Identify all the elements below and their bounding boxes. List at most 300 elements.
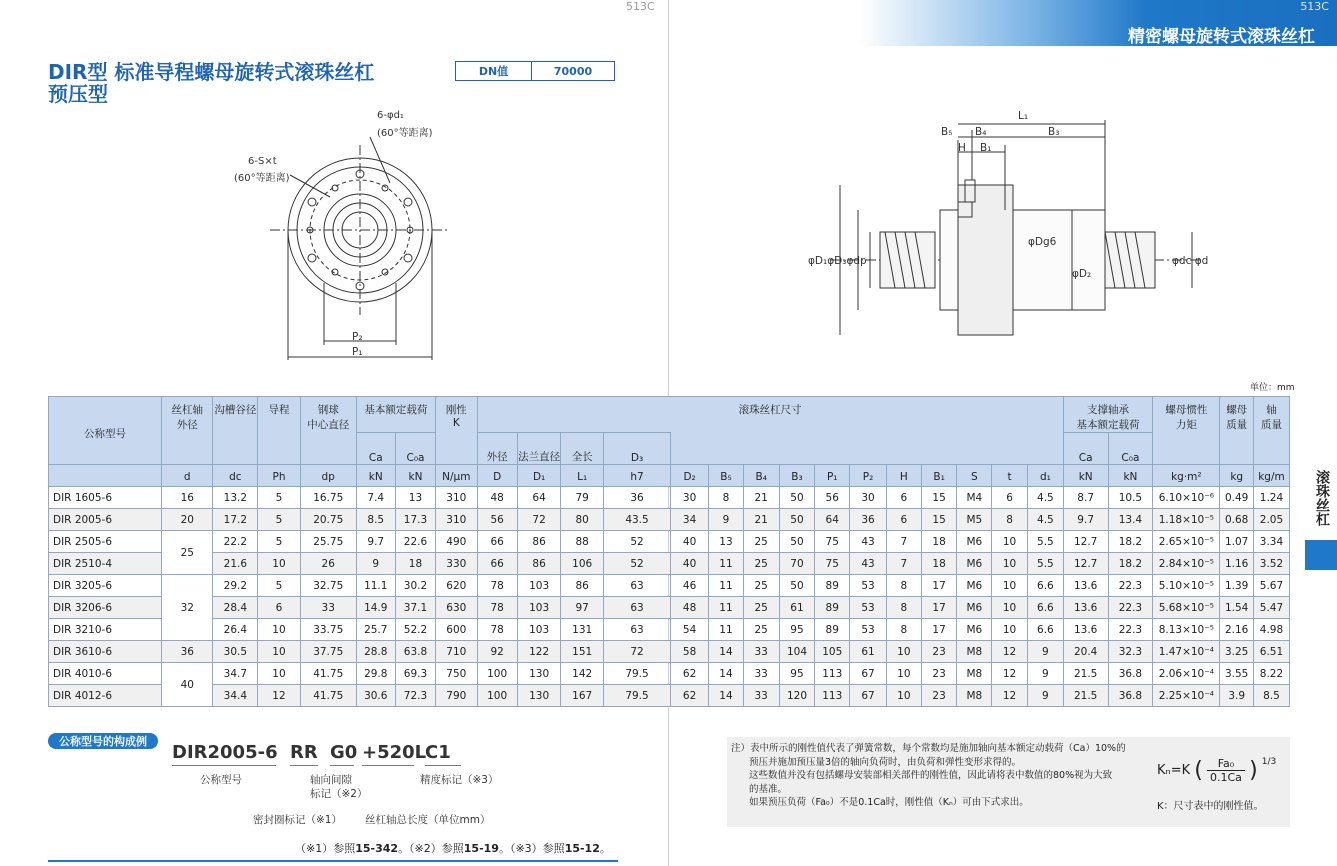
table-cell: 10: [258, 641, 301, 663]
table-cell: M8: [957, 641, 992, 663]
th-dims: 滚珠丝杠尺寸: [477, 397, 1063, 433]
dn-value: 70000: [553, 64, 593, 78]
formula-num: Fa₀: [1207, 757, 1245, 771]
table-cell: 61: [779, 597, 815, 619]
table-cell: 8: [887, 597, 922, 619]
table-cell: 3.34: [1253, 531, 1289, 553]
th-load: 基本额定载荷: [356, 397, 435, 433]
table-cell: 11: [709, 575, 744, 597]
table-cell: 11.1: [356, 575, 395, 597]
note-line: 注）表中所示的刚性值代表了弹簧常数，每个常数均是施加轴向基本额定动载荷（Ca）10%的: [731, 743, 1126, 754]
table-cell: 21.5: [1063, 663, 1108, 685]
table-cell: 6.6: [1027, 597, 1063, 619]
th-unit: kN: [1108, 465, 1153, 487]
table-cell: 105: [815, 641, 850, 663]
table-cell: 4.98: [1253, 619, 1289, 641]
table-cell: 6: [887, 509, 922, 531]
ref1-text: （※1）参照: [295, 842, 356, 855]
table-cell: 310: [436, 487, 477, 509]
table-cell: 28.4: [213, 597, 258, 619]
table-row: [49, 619, 1290, 641]
th-unit: d₁: [1027, 465, 1063, 487]
table-cell: 3.9: [1220, 685, 1254, 707]
table-cell: 10: [887, 685, 922, 707]
table-cell: 66: [477, 531, 517, 553]
table-cell: 106: [561, 553, 604, 575]
table-cell: 22.2: [213, 531, 258, 553]
note-line: 预压并施加预压量3倍的轴向负荷时，由负荷和弹性变形求得的。: [749, 756, 1022, 768]
table-cell: 490: [436, 531, 477, 553]
table-cell: 100: [477, 663, 517, 685]
table-cell: 23: [921, 641, 957, 663]
table-cell: 17: [921, 575, 957, 597]
th-nutmass: 螺母 质量: [1220, 397, 1254, 465]
table-cell: 18.2: [1108, 531, 1153, 553]
label-b1: B₁: [980, 142, 992, 154]
table-cell: 151: [561, 641, 604, 663]
th-flange: 法兰直径: [517, 433, 561, 465]
table-cell: 6: [887, 487, 922, 509]
table-cell: M8: [957, 663, 992, 685]
th-unit: Ph: [258, 465, 301, 487]
table-cell: 2.05: [1253, 509, 1289, 531]
table-cell: 5.10×10⁻⁵: [1153, 575, 1220, 597]
table-cell: 9.7: [356, 531, 395, 553]
th-unit: kN: [395, 465, 435, 487]
table-cell: 7: [887, 531, 922, 553]
table-cell: 78: [477, 575, 517, 597]
label-p2: P₂: [352, 331, 363, 343]
table-cell: 37.75: [300, 641, 356, 663]
table-cell: 63: [603, 597, 670, 619]
table-cell: 0.49: [1220, 487, 1254, 509]
table-cell: 104: [779, 641, 815, 663]
table-cell: M4: [957, 487, 992, 509]
table-cell: 12.7: [1063, 531, 1108, 553]
label-holes-note: (60°等距离): [377, 128, 433, 139]
table-cell: 41.75: [300, 663, 356, 685]
table-row: [49, 487, 1290, 509]
table-row: [49, 531, 1290, 553]
right-page-number: 513C: [1300, 0, 1329, 13]
table-cell: 5: [258, 487, 301, 509]
table-cell: 6.10×10⁻⁶: [1153, 487, 1220, 509]
table-cell: 40: [671, 553, 709, 575]
table-cell: 78: [477, 619, 517, 641]
th-unit: D: [477, 465, 517, 487]
th-unit: h7: [603, 465, 670, 487]
table-cell: 18: [921, 553, 957, 575]
label-tap-note: (60°等距离): [234, 173, 290, 184]
table-cell: 10: [258, 663, 301, 685]
table-cell: 8.5: [356, 509, 395, 531]
label-tap: 6-S×t: [248, 156, 277, 167]
cell-model: DIR 2510-4: [49, 553, 162, 575]
table-cell: 22.3: [1108, 575, 1153, 597]
table-cell: 10: [258, 619, 301, 641]
table-row: [49, 575, 1290, 597]
table-cell: 36: [162, 641, 213, 663]
table-cell: 103: [517, 619, 561, 641]
th-bca: Ca: [1063, 433, 1108, 465]
table-cell: 26.4: [213, 619, 258, 641]
table-cell: 1.39: [1220, 575, 1254, 597]
table-cell: 7: [887, 553, 922, 575]
table-cell: 9: [1027, 685, 1063, 707]
underline-seal: [290, 765, 318, 766]
formula-fraction: [1207, 757, 1245, 784]
ref-end: 。: [599, 842, 611, 855]
table-cell: 10: [887, 641, 922, 663]
table-cell: 10: [887, 663, 922, 685]
table-cell: 9: [1027, 663, 1063, 685]
th-unit: t: [992, 465, 1028, 487]
table-cell: 23: [921, 685, 957, 707]
spec-table-body: [49, 487, 1290, 707]
table-cell: 8: [887, 619, 922, 641]
th-d3: D₃: [603, 433, 670, 465]
table-row: [49, 663, 1290, 685]
table-cell: 10: [992, 553, 1028, 575]
table-row: [49, 641, 1290, 663]
cell-model: DIR 2005-6: [49, 509, 162, 531]
table-cell: 15: [921, 509, 957, 531]
table-cell: 89: [815, 597, 850, 619]
table-cell: 86: [517, 531, 561, 553]
table-cell: 600: [436, 619, 477, 641]
table-cell: 2.06×10⁻⁴: [1153, 663, 1220, 685]
table-cell: 6.51: [1253, 641, 1289, 663]
table-cell: 61: [850, 641, 887, 663]
table-cell: 33: [300, 597, 356, 619]
table-cell: 14: [709, 641, 744, 663]
label-b3: B₃: [1048, 126, 1060, 138]
table-cell: 12: [992, 663, 1028, 685]
table-row: [49, 685, 1290, 707]
table-cell: 43: [850, 553, 887, 575]
footnote-refs: [295, 840, 611, 856]
table-cell: 16.75: [300, 487, 356, 509]
table-cell: 1.18×10⁻⁵: [1153, 509, 1220, 531]
th-len: 全长: [561, 433, 604, 465]
cell-model: DIR 3206-6: [49, 597, 162, 619]
table-cell: 25: [743, 597, 779, 619]
note-line: 这些数值并没有包括螺母安装部相关部件的刚性值，因此请将表中数值的80%视为大致: [749, 770, 1113, 781]
table-cell: 50: [779, 531, 815, 553]
table-cell: M6: [957, 619, 992, 641]
table-cell: 6.6: [1027, 619, 1063, 641]
underline-len: [362, 765, 414, 766]
table-cell: 12: [992, 685, 1028, 707]
table-cell: 30: [850, 487, 887, 509]
table-cell: 14: [709, 685, 744, 707]
table-cell: 2.84×10⁻⁵: [1153, 553, 1220, 575]
ref3-value: 15-12: [564, 842, 600, 855]
table-cell: 750: [436, 663, 477, 685]
th-bc0a: C₀a: [1108, 433, 1153, 465]
lbl-model: 公称型号: [200, 774, 242, 786]
table-cell: 63: [603, 619, 670, 641]
left-page-number: 513C: [626, 0, 655, 13]
bottom-rule: [48, 860, 618, 862]
th-unit: kg: [1220, 465, 1254, 487]
table-cell: 100: [477, 685, 517, 707]
table-cell: 79.5: [603, 663, 670, 685]
table-cell: 67: [850, 685, 887, 707]
table-cell: 13.4: [1108, 509, 1153, 531]
th-unit: L₁: [561, 465, 604, 487]
table-cell: 50: [779, 487, 815, 509]
ref3-text: 。（※3）参照: [498, 842, 565, 855]
unit-row: [49, 465, 1290, 487]
th-c0a: C₀a: [395, 433, 435, 465]
th-unit: D₂: [671, 465, 709, 487]
cell-model: DIR 3205-6: [49, 575, 162, 597]
table-cell: 13.2: [213, 487, 258, 509]
table-cell: 34.7: [213, 663, 258, 685]
table-cell: 5.68×10⁻⁵: [1153, 597, 1220, 619]
table-cell: 17.3: [395, 509, 435, 531]
table-cell: 113: [815, 663, 850, 685]
code-gap: G0: [330, 742, 358, 763]
label-h: H: [958, 142, 966, 154]
table-cell: 8: [992, 509, 1028, 531]
underline-model: [172, 765, 276, 766]
table-cell: 1.47×10⁻⁴: [1153, 641, 1220, 663]
table-cell: 3.55: [1220, 663, 1254, 685]
table-cell: 5: [258, 509, 301, 531]
table-cell: 10: [992, 531, 1028, 553]
page-subtitle: 预压型: [48, 82, 108, 106]
table-cell: 32: [162, 575, 213, 641]
table-cell: 13: [709, 531, 744, 553]
table-cell: 97: [561, 597, 604, 619]
table-cell: 30.5: [213, 641, 258, 663]
table-cell: 17: [921, 619, 957, 641]
table-cell: 9.7: [1063, 509, 1108, 531]
code-model: DIR2005-6: [172, 742, 278, 763]
table-cell: 33: [743, 685, 779, 707]
table-cell: 30.2: [395, 575, 435, 597]
table-cell: 5: [258, 531, 301, 553]
table-cell: 142: [561, 663, 604, 685]
label-l1: L₁: [1018, 110, 1029, 122]
table-cell: 11: [709, 619, 744, 641]
table-cell: 58: [671, 641, 709, 663]
table-cell: 113: [815, 685, 850, 707]
table-cell: 17: [921, 597, 957, 619]
table-cell: 75: [815, 531, 850, 553]
table-cell: 4.5: [1027, 487, 1063, 509]
table-cell: 10: [992, 575, 1028, 597]
th-ball: 钢球 中心直径: [300, 397, 356, 465]
table-cell: 103: [517, 597, 561, 619]
table-cell: 630: [436, 597, 477, 619]
label-p1: P₁: [352, 346, 363, 358]
th-ca: Ca: [356, 433, 395, 465]
th-unit: dp: [300, 465, 356, 487]
table-cell: 29.8: [356, 663, 395, 685]
table-cell: 11: [709, 597, 744, 619]
th-unit: B₃: [779, 465, 815, 487]
table-cell: 50: [779, 575, 815, 597]
page-title: DIR型 标准导程螺母旋转式滚珠丝杠: [48, 60, 375, 84]
table-cell: 790: [436, 685, 477, 707]
table-cell: 120: [779, 685, 815, 707]
table-cell: 54: [671, 619, 709, 641]
table-cell: 25: [743, 619, 779, 641]
table-cell: 7.4: [356, 487, 395, 509]
lbl-gap2: 标记（※2）: [310, 788, 368, 800]
table-cell: 8.13×10⁻⁵: [1153, 619, 1220, 641]
table-cell: 167: [561, 685, 604, 707]
table-cell: 12.7: [1063, 553, 1108, 575]
formula-den: 0.1Ca: [1210, 771, 1242, 784]
table-cell: 52: [603, 553, 670, 575]
lbl-seal: 密封圈标记（※1）: [253, 814, 342, 826]
table-cell: 5.5: [1027, 531, 1063, 553]
table-cell: 33: [743, 663, 779, 685]
table-cell: 13: [395, 487, 435, 509]
cell-model: DIR 4010-6: [49, 663, 162, 685]
label-d2: φD₂: [1072, 268, 1092, 280]
table-cell: 86: [517, 553, 561, 575]
table-cell: 1.54: [1220, 597, 1254, 619]
table-cell: 32.3: [1108, 641, 1153, 663]
ref2-value: 15-19: [463, 842, 499, 855]
table-cell: 620: [436, 575, 477, 597]
underline-acc: [425, 765, 461, 766]
table-cell: 75: [815, 553, 850, 575]
table-cell: 710: [436, 641, 477, 663]
table-cell: 79.5: [603, 685, 670, 707]
table-cell: 86: [561, 575, 604, 597]
table-cell: 62: [671, 685, 709, 707]
th-unit: kN: [356, 465, 395, 487]
th-unit: kg·m²: [1153, 465, 1220, 487]
table-cell: 88: [561, 531, 604, 553]
table-cell: 40: [671, 531, 709, 553]
table-cell: 25: [743, 575, 779, 597]
underline-gap: [330, 765, 354, 766]
table-cell: 130: [517, 685, 561, 707]
table-cell: 79: [561, 487, 604, 509]
table-cell: 64: [815, 509, 850, 531]
table-cell: 14.9: [356, 597, 395, 619]
th-unit: d: [162, 465, 213, 487]
label-b4: B₄: [975, 126, 987, 138]
table-cell: 6: [992, 487, 1028, 509]
table-cell: 23: [921, 663, 957, 685]
table-cell: 122: [517, 641, 561, 663]
table-cell: 67: [850, 663, 887, 685]
table-cell: 20.75: [300, 509, 356, 531]
table-cell: 33: [743, 641, 779, 663]
table-cell: 5.5: [1027, 553, 1063, 575]
th-inertia: 螺母惯性 力矩: [1153, 397, 1220, 465]
table-cell: 2.25×10⁻⁴: [1153, 685, 1220, 707]
table-cell: 9: [1027, 641, 1063, 663]
table-cell: 32.75: [300, 575, 356, 597]
table-cell: 52.2: [395, 619, 435, 641]
table-cell: M8: [957, 685, 992, 707]
table-cell: 26: [300, 553, 356, 575]
table-cell: 95: [779, 619, 815, 641]
cell-model: DIR 1605-6: [49, 487, 162, 509]
table-cell: 43.5: [603, 509, 670, 531]
table-cell: 22.6: [395, 531, 435, 553]
th-unit: S: [957, 465, 992, 487]
table-cell: 3.52: [1253, 553, 1289, 575]
th-unit: P₁: [815, 465, 850, 487]
table-cell: 36: [850, 509, 887, 531]
code-seal: RR: [290, 742, 318, 763]
table-cell: 330: [436, 553, 477, 575]
table-cell: 8.5: [1253, 685, 1289, 707]
cell-model: DIR 4012-6: [49, 685, 162, 707]
table-cell: 21: [743, 509, 779, 531]
cell-model: DIR 2505-6: [49, 531, 162, 553]
th-blank-model: [49, 465, 162, 487]
label-dg6: φDg6: [1028, 236, 1057, 248]
table-cell: 16: [162, 487, 213, 509]
table-cell: 92: [477, 641, 517, 663]
table-cell: 63.8: [395, 641, 435, 663]
table-cell: 11: [709, 553, 744, 575]
table-cell: 5.67: [1253, 575, 1289, 597]
table-cell: 8.22: [1253, 663, 1289, 685]
table-cell: 20.4: [1063, 641, 1108, 663]
table-cell: 41.75: [300, 685, 356, 707]
table-cell: 21: [743, 487, 779, 509]
table-cell: 22.3: [1108, 619, 1153, 641]
table-cell: M6: [957, 531, 992, 553]
table-cell: 22.3: [1108, 597, 1153, 619]
th-lead: 导程: [258, 397, 301, 465]
table-cell: 56: [815, 487, 850, 509]
table-cell: 48: [477, 487, 517, 509]
table-cell: 64: [517, 487, 561, 509]
table-cell: 2.65×10⁻⁵: [1153, 531, 1220, 553]
th-bearing: 支撑轴承 基本额定载荷: [1063, 397, 1153, 433]
note-line: 如果预压负荷（Fa₀）不是0.1Ca时，刚性值（Kₙ）可由下式求出。: [749, 797, 1029, 808]
table-cell: 130: [517, 663, 561, 685]
side-tab: [1305, 540, 1337, 570]
table-cell: 30: [671, 487, 709, 509]
table-cell: 53: [850, 619, 887, 641]
table-cell: M5: [957, 509, 992, 531]
header-bar: [860, 0, 1337, 46]
table-cell: 72: [603, 641, 670, 663]
nut-side-section: [810, 110, 1230, 340]
table-cell: 48: [671, 597, 709, 619]
formula-paren: ): [1249, 758, 1258, 783]
table-cell: 43: [850, 531, 887, 553]
table-cell: 0.68: [1220, 509, 1254, 531]
dn-value-box: [455, 61, 615, 81]
table-cell: 80: [561, 509, 604, 531]
table-cell: 62: [671, 663, 709, 685]
code-acc: C1: [425, 742, 451, 763]
table-cell: 36.8: [1108, 663, 1153, 685]
table-cell: 103: [517, 575, 561, 597]
note-line: 的基准。: [749, 783, 788, 795]
th-rigid: 刚性 K: [436, 397, 477, 465]
th-unit: dc: [213, 465, 258, 487]
table-cell: 72.3: [395, 685, 435, 707]
th-od: 外径: [477, 433, 517, 465]
k-desc: K：尺寸表中的刚性值。: [1157, 801, 1264, 812]
